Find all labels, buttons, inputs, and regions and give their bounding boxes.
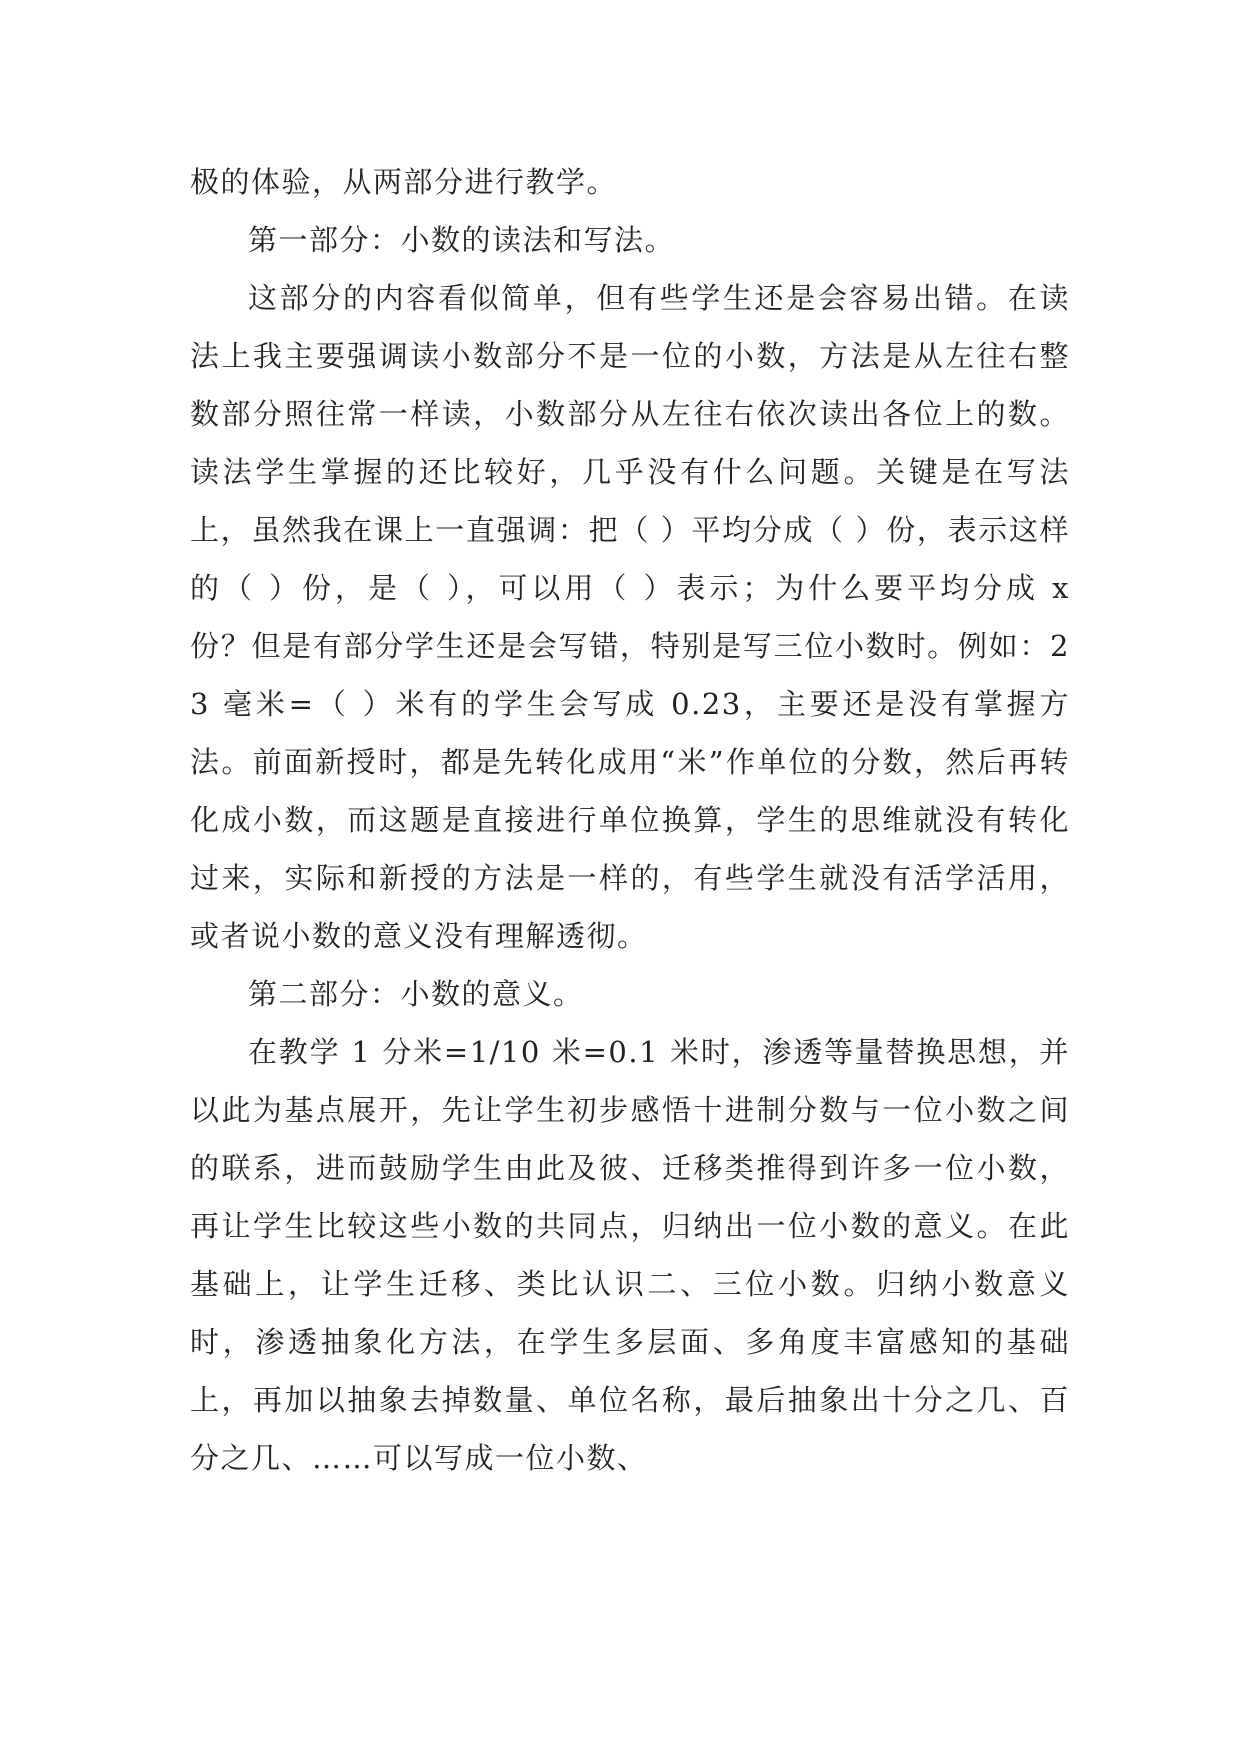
paragraph-reading-writing: 这部分的内容看似简单，但有些学生还是会容易出错。在读法上我主要强调读小数部分不是一位的小数，方法是从左往右整数部分照往常一样读，小数部分从左往右依次读出各位上的数。读法学生掌握的还比较好，几乎没有什么问题。关键是在写法上，虽然我在课上一直强调：把（ ）平均分成（ ）份，表示这样的（ ）份，是（ ），可以用（ ）表示；为什么要平均分成 x 份？但是有部分学生还是会写错，特别是写三位小数时。例如：23 毫米=（ ）米有的学生会写成 0.23，主要还是没有掌握方法。前面新授时，都是先转化成用“米”作单位的分数，然后再转化成小数，而这题是直接进行单位换算，学生的思维就没有转化过来，实际和新授的方法是一样的，有些学生就没有活学活用，或者说小数的意义没有理解透彻。 [190, 281, 1070, 953]
section-heading-part-one: 第一部分：小数的读法和写法。 [248, 223, 676, 257]
section-heading-part-two: 第二部分：小数的意义。 [248, 977, 584, 1011]
paragraph-continuation: 极的体验，从两部分进行教学。 [190, 165, 618, 199]
paragraph-decimal-meaning: 在教学 1 分米=1/10 米=0.1 米时，渗透等量替换思想，并以此为基点展开，先让学生初步感悟十进制分数与一位小数之间的联系，进而鼓励学生由此及彼、迁移类推得到许多一位小数，再让学生比较这些小数的共同点，归纳出一位小数的意义。在此基础上，让学生迁移、类比认识二、三位小数。归纳小数意义时，渗透抽象化方法，在学生多层面、多角度丰富感知的基础上，再加以抽象去掉数量、单位名称，最后抽象出十分之几、百分之几、……可以写成一位小数、 [190, 1035, 1070, 1475]
body-text [190, 153, 1070, 1487]
